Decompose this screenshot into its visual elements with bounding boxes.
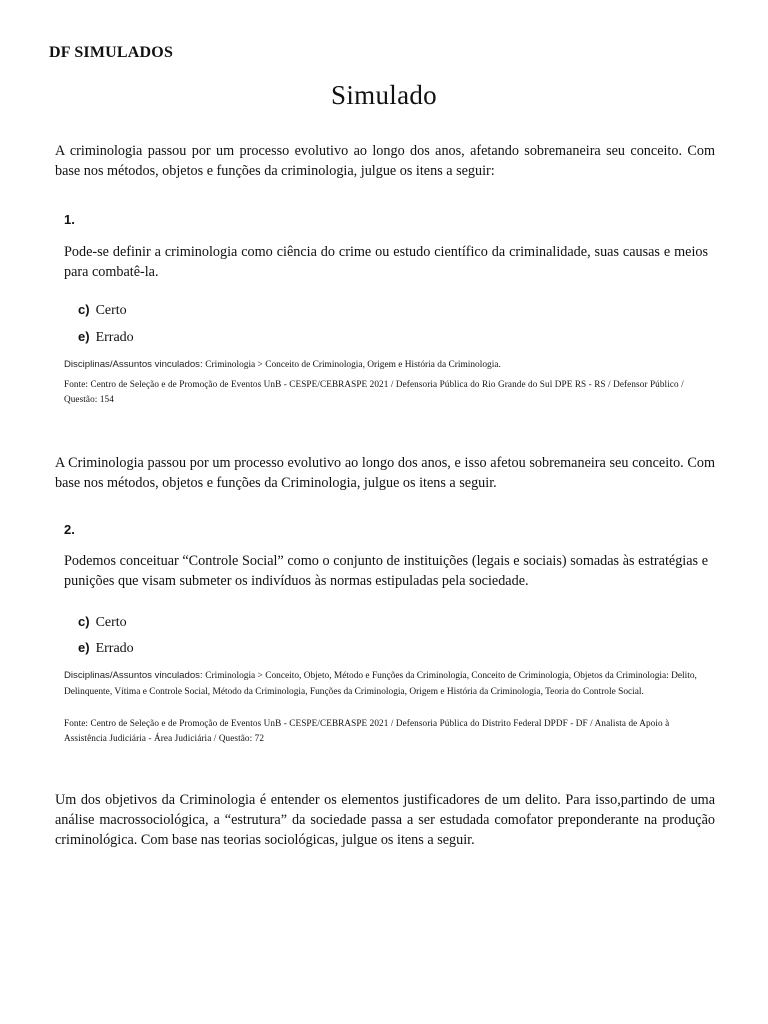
option-label: Certo [95, 303, 127, 318]
option-label: Errado [95, 330, 134, 345]
question-2-option-errado[interactable] [78, 640, 134, 657]
option-letter: c) [78, 302, 90, 317]
intro-paragraph-3: Um dos objetivos da Criminologia é entender os elementos justificadores de um delito. Para isso,partindo de uma análise macrossociológica, a “estrutura” da sociedade passa a ser estudada comofator preponderante na produção criminológica. Com base nas teorias sociológicas, julgue os itens a seguir. [55, 792, 715, 848]
subjects-label: Disciplinas/Assuntos vinculados: [64, 359, 203, 370]
question-2-number: 2. [64, 522, 75, 537]
question-2-option-certo[interactable] [78, 614, 127, 631]
subjects-value: Criminologia > Conceito, Objeto, Método e Funções da Criminologia, Conceito de Criminologia, Objetos da Criminologia: Delito, Delinquente, Vítima e Controle Social, Método da Criminologia, Funções da Criminologia, Origem e História da Criminologia, Teoria do Controle Social. [64, 671, 697, 697]
option-label: Certo [95, 615, 127, 630]
question-1-source: Fonte: Centro de Seleção e de Promoção de Eventos UnB - CESPE/CEBRASPE 2021 / Defensoria Pública do Rio Grande do Sul DPE RS - RS / Defensor Público / Questão: 154 [64, 379, 684, 404]
subjects-label: Disciplinas/Assuntos vinculados: [64, 670, 203, 681]
option-letter: c) [78, 614, 90, 629]
question-1-option-errado[interactable] [78, 329, 134, 346]
question-2-statement: Podemos conceituar “Controle Social” como o conjunto de instituições (legais e sociais) somadas às estratégias e punições que visam submeter os indivíduos às normas estipuladas pela sociedade. [64, 553, 708, 589]
question-1-number: 1. [64, 212, 75, 227]
page-title: Simulado [331, 80, 437, 110]
intro-paragraph-2: A Criminologia passou por um processo evolutivo ao longo dos anos, e isso afetou sobremaneira seu conceito. Com base nos métodos, objetos e funções da Criminologia, julgue os itens a seguir. [55, 455, 715, 491]
option-label: Errado [95, 641, 134, 656]
subjects-value: Criminologia > Conceito de Criminologia, Origem e História da Criminologia. [205, 360, 501, 370]
question-2-subjects [64, 668, 714, 700]
intro-paragraph-1: A criminologia passou por um processo evolutivo ao longo dos anos, afetando sobremaneira seu conceito. Com base nos métodos, objetos e funções da criminologia, julgue os itens a seguir: [55, 143, 715, 179]
question-1-statement: Pode-se definir a criminologia como ciência do crime ou estudo científico da criminalidade, suas causas e meios para combatê-la. [64, 244, 708, 280]
brand-header: DF SIMULADOS [49, 44, 174, 61]
option-letter: e) [78, 640, 90, 655]
question-1-option-certo[interactable] [78, 302, 127, 319]
question-1-subjects [64, 357, 714, 373]
question-2-source: Fonte: Centro de Seleção e de Promoção de Eventos UnB - CESPE/CEBRASPE 2021 / Defensoria Pública do Distrito Federal DPDF - DF / Analista de Apoio à Assistência Judiciária - Área Judiciária / Questão: 72 [64, 718, 670, 743]
option-letter: e) [78, 329, 90, 344]
